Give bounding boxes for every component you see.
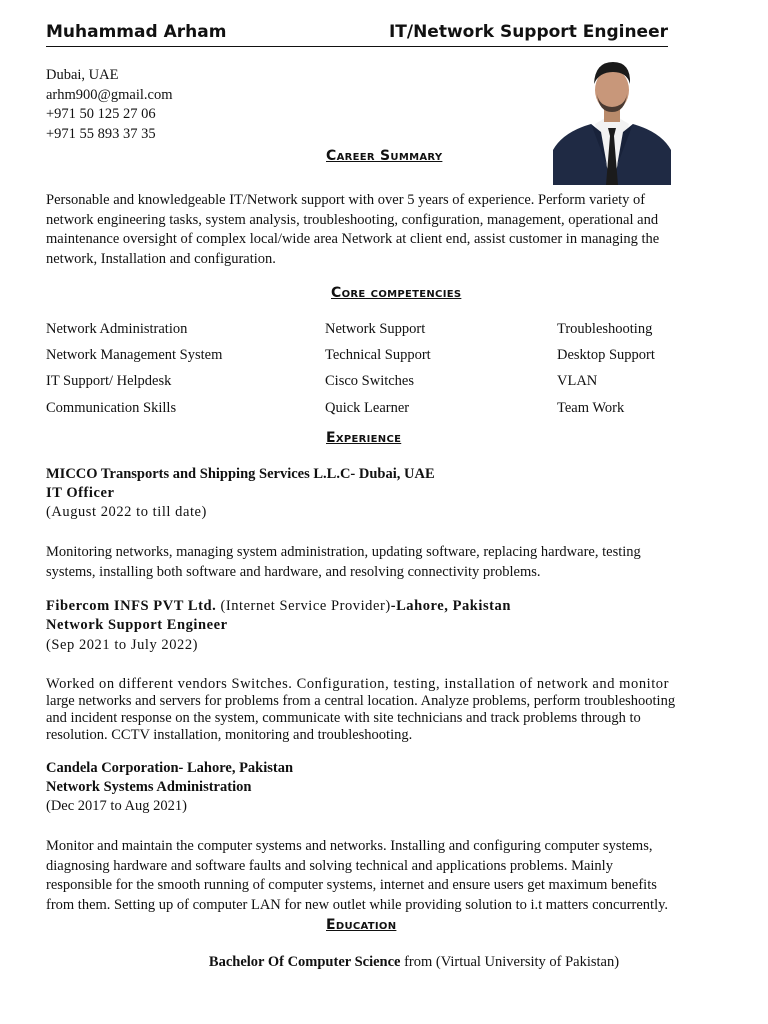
contact-email: arhm900@gmail.com bbox=[46, 86, 173, 103]
career-summary-line: Personable and knowledgeable IT/Network support with over 5 years of experience. Perform variety of bbox=[46, 192, 646, 208]
experience-heading: Experience bbox=[326, 430, 402, 446]
job-company-note: (Internet Service Provider) bbox=[216, 598, 391, 614]
core-competencies-heading: Core competencies bbox=[331, 285, 462, 301]
education-degree: Bachelor Of Computer Science bbox=[208, 954, 401, 970]
job-company-name: Fibercom INFS PVT Ltd. bbox=[46, 598, 217, 614]
job-description-line: large networks and servers for problems from a central location. Analyze problems, perform troubleshooting bbox=[46, 693, 676, 709]
career-summary-line: maintenance oversight of complex local/wide area Network at client end, assist customer in managing the bbox=[46, 231, 660, 247]
resume-header bbox=[46, 20, 668, 47]
candidate-name: Muhammad Arham bbox=[46, 22, 227, 42]
job-description-line: from them. Setting up of computer LAN for new outlet while providing solution to i.t matters concurrently. bbox=[46, 896, 669, 913]
job-description-line: diagnosing hardware and software faults and solving technical and applications problems. Mainly bbox=[46, 857, 613, 874]
competency-item: VLAN bbox=[557, 373, 598, 389]
job-company: Candela Corporation- Lahore, Pakistan bbox=[46, 760, 294, 776]
job-description-line: systems, installing both software and hardware, and resolving connectivity problems. bbox=[46, 563, 541, 580]
competency-item: IT Support/ Helpdesk bbox=[46, 373, 172, 389]
education-heading: Education bbox=[326, 917, 397, 933]
competency-item: Team Work bbox=[557, 400, 625, 416]
education-institution: from (Virtual University of Pakistan) bbox=[400, 954, 620, 970]
job-description-line: and incident response on the system, communicate with site technicians and track problems through to bbox=[46, 710, 641, 726]
profile-photo-image bbox=[553, 54, 671, 185]
job-description bbox=[46, 676, 726, 744]
competency-item: Cisco Switches bbox=[325, 373, 415, 389]
competency-item: Troubleshooting bbox=[557, 321, 653, 337]
job-description bbox=[46, 543, 726, 582]
competency-item: Quick Learner bbox=[325, 400, 410, 416]
contact-location: Dubai, UAE bbox=[46, 67, 119, 83]
competency-item: Network Support bbox=[325, 321, 426, 337]
profile-photo bbox=[553, 54, 671, 185]
career-summary-line: network, Installation and configuration. bbox=[46, 250, 276, 267]
job-title: Network Systems Administration bbox=[46, 779, 252, 795]
job-title: Network Support Engineer bbox=[46, 617, 228, 633]
contact-block bbox=[46, 66, 173, 144]
job-description-line: Monitor and maintain the computer systems and networks. Installing and configuring computer systems, bbox=[46, 838, 653, 854]
job-dates: (Sep 2021 to July 2022) bbox=[46, 637, 199, 653]
job-description-line: resolution. CCTV installation, monitoring and troubleshooting. bbox=[46, 727, 413, 743]
competency-item: Network Management System bbox=[46, 347, 223, 363]
competency-item: Desktop Support bbox=[557, 347, 655, 363]
career-summary-text bbox=[46, 191, 726, 269]
job-title: IT Officer bbox=[46, 485, 115, 501]
job-company-location: -Lahore, Pakistan bbox=[390, 598, 511, 614]
career-summary-heading: Career Summary bbox=[326, 148, 443, 164]
education-entry bbox=[0, 954, 768, 971]
job-company: MICCO Transports and Shipping Services L.L.C- Dubai, UAE bbox=[46, 466, 435, 482]
career-summary-line: network engineering tasks, system analysis, troubleshooting, configuration, management, operational and bbox=[46, 211, 659, 228]
job-dates: (Dec 2017 to Aug 2021) bbox=[46, 798, 187, 814]
contact-phone-2: +971 55 893 37 35 bbox=[46, 125, 156, 142]
contact-phone-1: +971 50 125 27 06 bbox=[46, 106, 156, 122]
job-description-line: responsible for the smooth running of computer systems, internet and ensure users get maximum benefits bbox=[46, 877, 657, 893]
job-dates: (August 2022 to till date) bbox=[46, 504, 207, 520]
job-description-line: Monitoring networks, managing system administration, updating software, replacing hardware, testing bbox=[46, 544, 641, 560]
competency-item: Communication Skills bbox=[46, 400, 177, 416]
job-description bbox=[46, 837, 726, 915]
job-company bbox=[46, 598, 511, 615]
competency-item: Technical Support bbox=[325, 347, 431, 363]
job-description-line: Worked on different vendors Switches. Configuration, testing, installation of network and monitor bbox=[46, 676, 669, 692]
competency-item: Network Administration bbox=[46, 321, 188, 337]
candidate-role: IT/Network Support Engineer bbox=[388, 22, 668, 42]
